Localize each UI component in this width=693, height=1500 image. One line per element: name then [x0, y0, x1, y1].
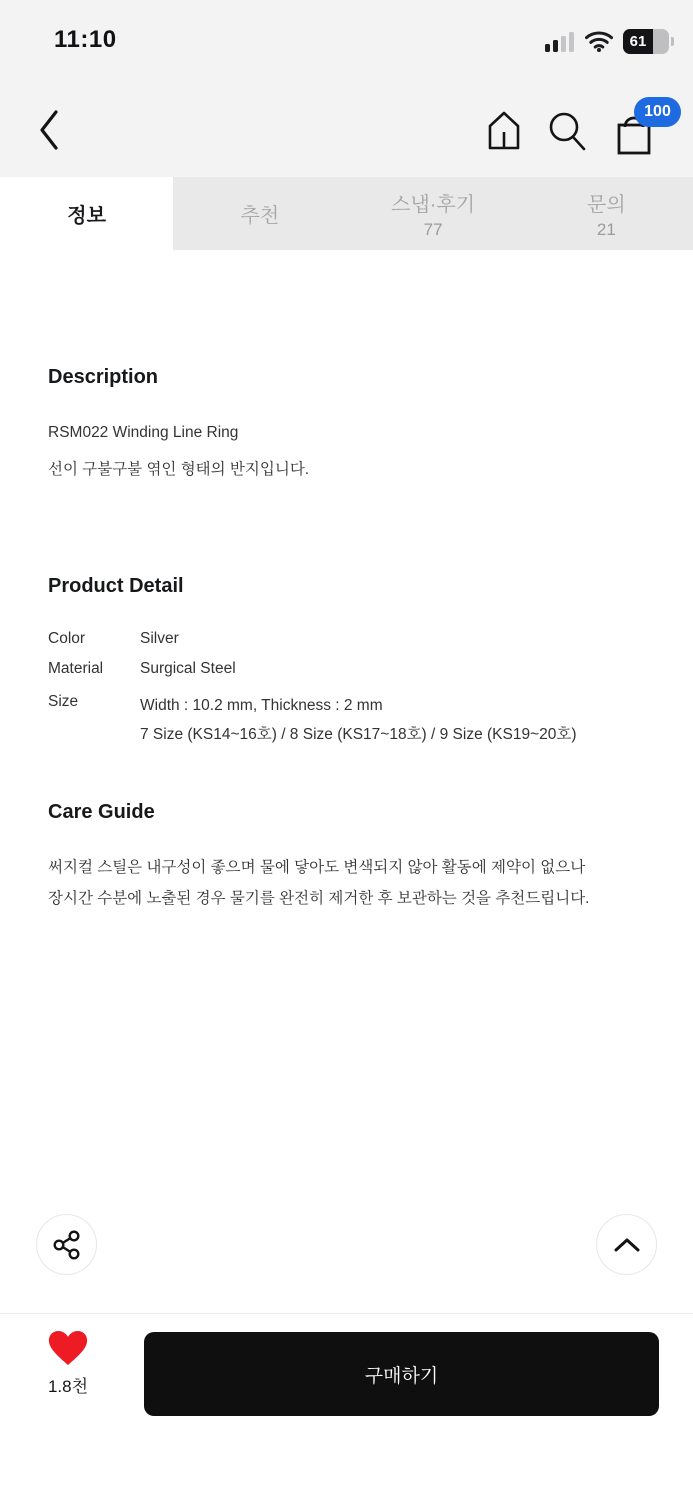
signal-strength-icon [545, 31, 575, 53]
description-line-1: RSM022 Winding Line Ring [48, 424, 239, 441]
care-guide-title: Care Guide [48, 801, 155, 823]
like-count: 1.8천 [47, 1377, 89, 1396]
share-button[interactable] [36, 1214, 97, 1275]
tab-label: 문의 [587, 193, 626, 216]
search-icon [546, 108, 592, 152]
tab-bar [0, 177, 693, 250]
tab-label: 스냅·후기 [391, 193, 476, 216]
status-time: 11:10 [54, 26, 117, 53]
chevron-up-icon [614, 1238, 640, 1252]
home-button[interactable] [484, 106, 526, 154]
scroll-top-button[interactable] [596, 1214, 657, 1275]
tab-label: 정보 [67, 205, 106, 227]
tab-label: 추천 [240, 205, 280, 227]
care-line-1: 써지컬 스틸은 내구성이 좋으며 물에 닿아도 변색되지 않아 활동에 제약이 없으나 [48, 859, 586, 876]
search-button[interactable] [546, 106, 592, 154]
share-icon [53, 1230, 81, 1260]
detail-value-material: Surgical Steel [140, 660, 236, 677]
tab-inquiry[interactable] [520, 177, 693, 250]
like-button[interactable] [30, 1330, 106, 1397]
status-icons [545, 29, 671, 54]
battery-percent: 61 [623, 29, 653, 54]
home-icon [484, 108, 526, 152]
care-guide-text [48, 853, 589, 914]
tab-snap-reviews[interactable] [347, 177, 520, 250]
detail-label-material: Material [48, 660, 104, 677]
size-line-2: 7 Size (KS14~16호) / 8 Size (KS17~18호) / 9 Size (KS19~20호) [140, 726, 577, 743]
description-line-2: 선이 구불구불 엮인 형태의 반지입니다. [48, 461, 310, 478]
detail-value-color: Silver [140, 630, 179, 647]
back-button[interactable] [38, 104, 74, 156]
detail-label-color: Color [48, 630, 86, 647]
tab-recommend[interactable] [173, 177, 346, 250]
description-title: Description [48, 366, 159, 388]
tab-info[interactable] [0, 177, 173, 250]
tab-count: 21 [596, 219, 616, 239]
header [0, 0, 693, 177]
bottom-bar [0, 1313, 693, 1500]
size-line-1: Width : 10.2 mm, Thickness : 2 mm [140, 697, 383, 714]
product-detail-title: Product Detail [48, 575, 184, 597]
cart-badge: 100 [634, 97, 681, 127]
care-line-2: 장시간 수분에 노출된 경우 물기를 완전히 제거한 후 보관하는 것을 추천드립니다. [48, 889, 590, 907]
buy-button[interactable]: 구매하기 [144, 1332, 659, 1416]
heart-icon [48, 1330, 88, 1366]
detail-value-size [140, 691, 577, 749]
detail-label-size: Size [48, 693, 79, 710]
cart-button[interactable] [612, 103, 684, 158]
tab-count: 77 [423, 219, 443, 239]
wifi-icon [585, 31, 613, 52]
chevron-left-icon [38, 108, 74, 152]
battery-icon [623, 29, 671, 54]
